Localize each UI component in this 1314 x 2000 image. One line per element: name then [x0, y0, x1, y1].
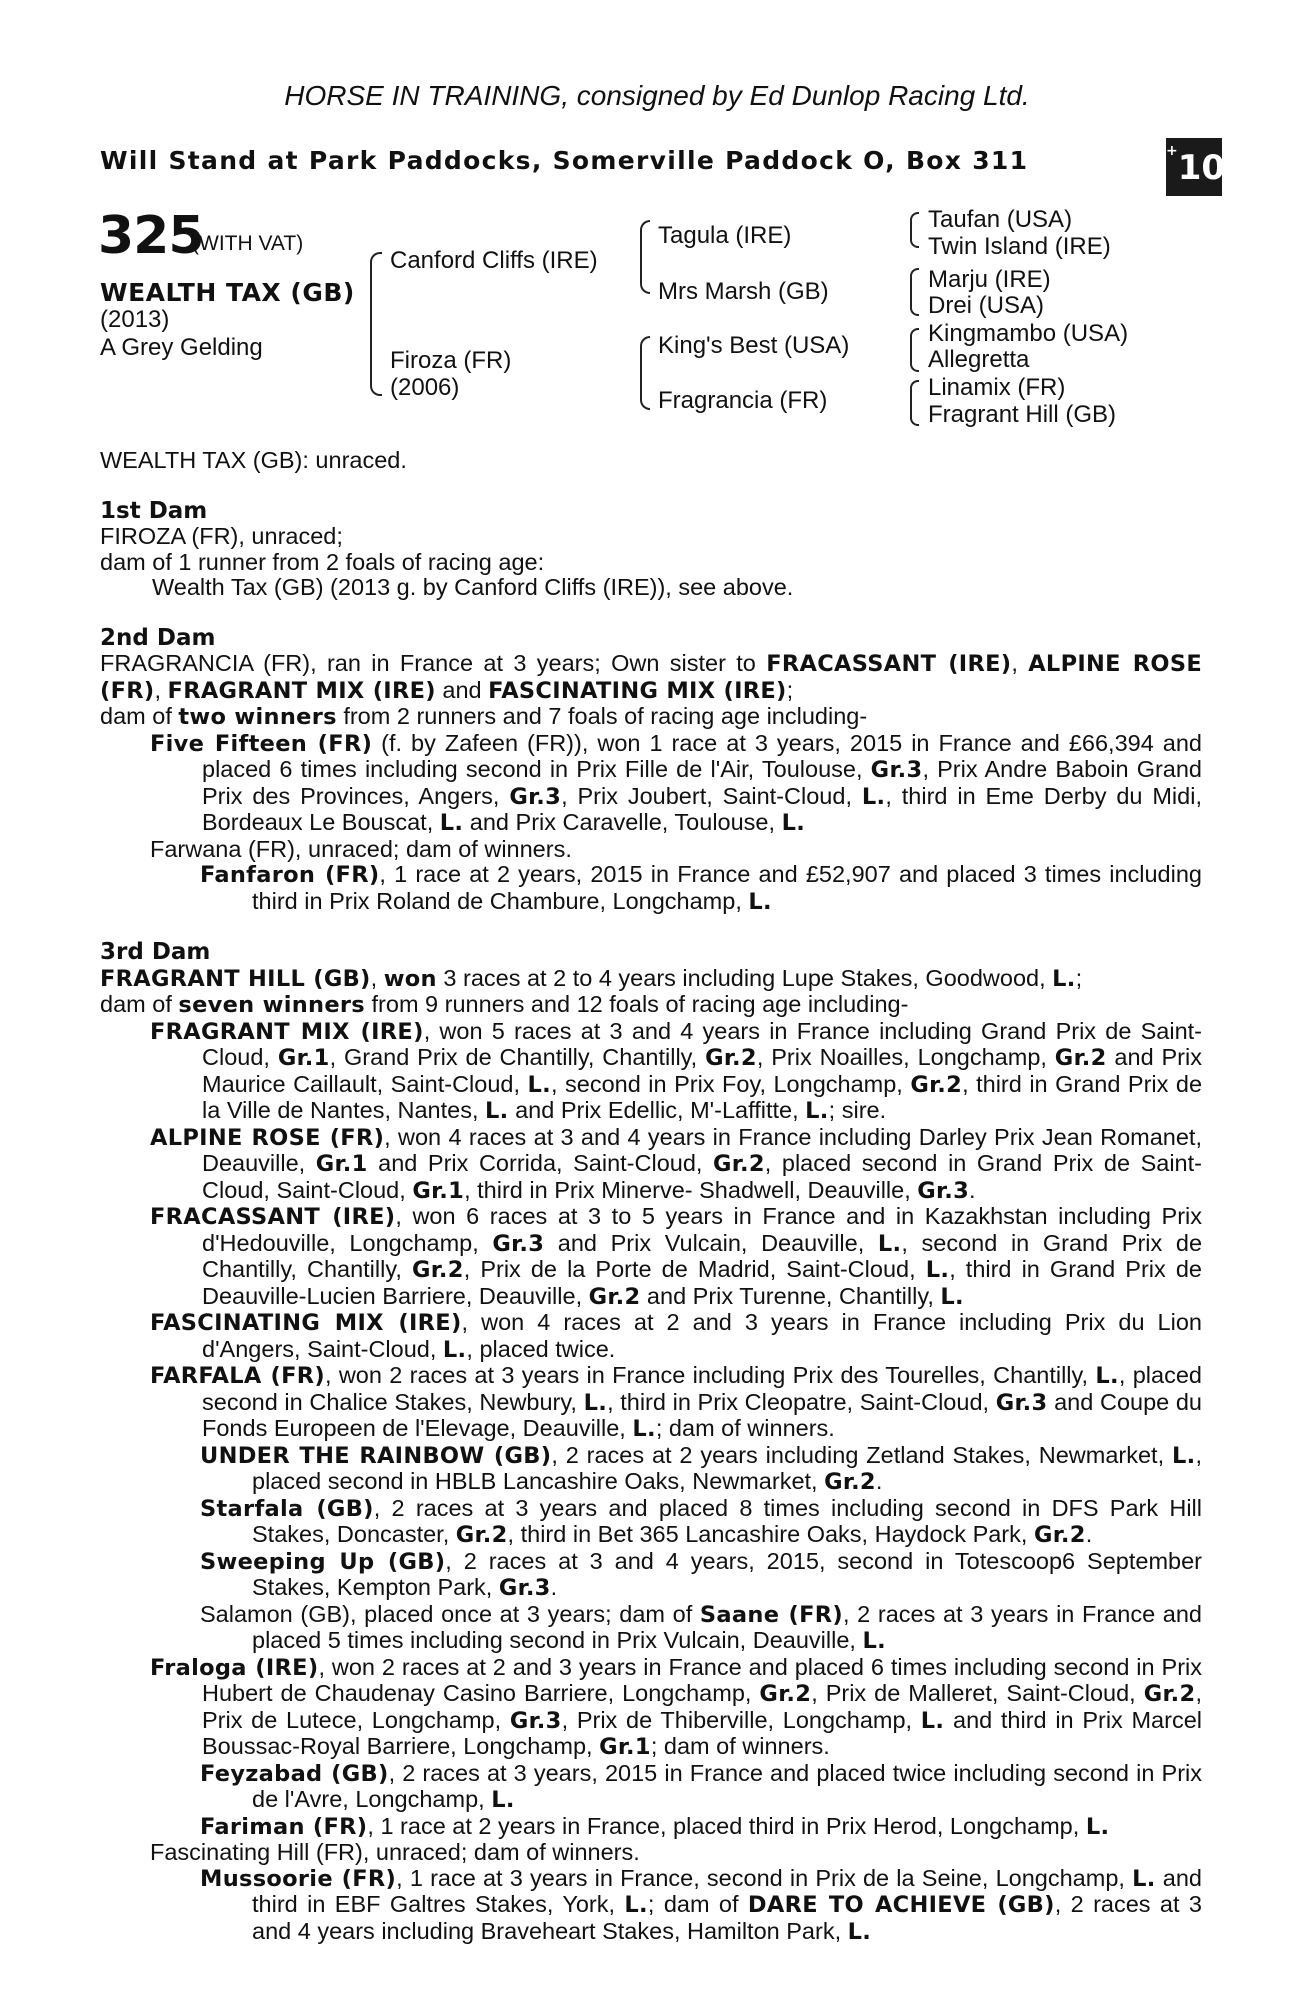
third-dam-produce: dam of seven winners from 9 runners and 12 foals of racing age including-: [100, 991, 909, 1018]
third-dam-grandprogeny: Starfala (GB), 2 races at 3 years and placed 8 times including second in DFS Park Hill Stakes, Doncaster, Gr.2, third in Bet 365 Lancashire Oaks, Haydock Park, Gr.2.: [200, 1494, 1203, 1548]
pedigree-dam: Firoza (FR): [390, 347, 512, 374]
third-dam-progeny: FRACASSANT (IRE), won 6 races at 3 to 5 years in France and in Kazakhstan including Prix d'Hedouville, Longchamp, Gr.3 and Prix Vulcain, Deauville, L., second in Grand Prix de Chantilly, Chantilly, Gr.2, Prix de la Porte de Madrid, Saint-Cloud, L., third in Grand Prix de Deauville-Lucien Barriere, Deauville, Gr.2 and Prix Turenne, Chantilly, L.: [150, 1203, 1203, 1310]
bracket-g3: [910, 328, 919, 372]
location-line: Will Stand at Park Paddocks, Somerville Paddock O, Box 311: [100, 146, 1029, 175]
pedigree-g6: Allegretta: [928, 346, 1030, 373]
first-dam-line3: Wealth Tax (GB) (2013 g. by Canford Cliffs (IRE)), see above.: [152, 574, 794, 600]
bracket-main: [370, 252, 382, 396]
pedigree-dam-sire: King's Best (USA): [658, 332, 850, 359]
first-dam-line2: dam of 1 runner from 2 foals of racing age:: [100, 548, 545, 575]
badge-number: 10: [1177, 148, 1226, 188]
horse-description: A Grey Gelding: [100, 334, 263, 361]
pedigree-g1: Taufan (USA): [928, 206, 1073, 233]
third-dam-grandprogeny: Sweeping Up (GB), 2 races at 3 and 4 years, 2015, second in Totescoop6 September Stakes, Kempton Park, Gr.3.: [200, 1547, 1202, 1601]
catalogue-body: [100, 448, 1202, 1945]
horse-name: WEALTH TAX (GB): [100, 278, 355, 307]
second-dam-produce: dam of two winners from 2 runners and 7 foals of racing age including-: [100, 703, 868, 730]
horse-year: (2013): [100, 306, 170, 333]
third-dam-grandprogeny: Mussoorie (FR), 1 race at 3 years in France, second in Prix de la Seine, Longchamp, L. and third in EBF Galtres Stakes, York, L.; dam of DARE TO ACHIEVE (GB), 2 races at 3 and 4 years including Braveheart Stakes, Hamilton Park, L.: [200, 1864, 1202, 1945]
bracket-g2: [910, 268, 919, 316]
first-dam-heading: 1st Dam: [100, 497, 208, 524]
third-dam-grandprogeny: UNDER THE RAINBOW (GB), 2 races at 2 years including Zetland Stakes, Newmarket, L., placed second in HBLB Lancashire Oaks, Newmarket, Gr.2.: [200, 1441, 1202, 1495]
pedigree-g3: Marju (IRE): [928, 266, 1051, 293]
race-summary: WEALTH TAX (GB): unraced.: [100, 447, 407, 473]
pedigree-dam-year: (2006): [390, 374, 460, 401]
pedigree-g4: Drei (USA): [928, 292, 1045, 319]
second-dam-grandprogeny: Fanfaron (FR), 1 race at 2 years, 2015 in France and £52,907 and placed 3 times including third in Prix Roland de Chambure, Longchamp, L.: [200, 861, 1202, 915]
second-dam-progeny: Farwana (FR), unraced; dam of winners.: [150, 835, 572, 862]
pedigree-g2: Twin Island (IRE): [928, 233, 1111, 260]
third-dam-progeny: Fascinating Hill (FR), unraced; dam of winners.: [150, 1839, 640, 1865]
third-dam-progeny: FASCINATING MIX (IRE), won 4 races at 2 and 3 years in France including Prix du Lion d'Angers, Saint-Cloud, L., placed twice.: [150, 1309, 1202, 1363]
third-dam-grandprogeny: Salamon (GB), placed once at 3 years; dam of Saane (FR), 2 races at 3 years in France and placed 5 times including second in Prix Vulcain, Deauville, L.: [200, 1600, 1203, 1654]
pedigree-sire: Canford Cliffs (IRE): [390, 247, 598, 274]
third-dam-progeny: Fraloga (IRE), won 2 races at 2 and 3 years in France and placed 6 times including second in Prix Hubert de Chaudenay Casino Barriere, Longchamp, Gr.2, Prix de Malleret, Saint-Cloud, Gr.2, Prix de Lutece, Longchamp, Gr.3, Prix de Thiberville, Longchamp, L. and third in Prix Marcel Boussac-Royal Barriere, Longchamp, Gr.1; dam of winners.: [150, 1653, 1202, 1760]
bracket-sire: [640, 220, 650, 294]
bracket-dam: [640, 336, 650, 410]
pedigree-g8: Fragrant Hill (GB): [928, 401, 1117, 428]
bracket-g1: [910, 212, 919, 248]
pedigree-g7: Linamix (FR): [928, 374, 1066, 401]
third-dam-grandprogeny: Feyzabad (GB), 2 races at 3 years, 2015 in France and placed twice including second in Prix de l'Avre, Longchamp, L.: [200, 1759, 1202, 1813]
third-dam-grandprogeny: Fariman (FR), 1 race at 2 years in France, placed third in Prix Herod, Longchamp, L.: [200, 1812, 1110, 1840]
first-dam-line1: FIROZA (FR), unraced;: [100, 523, 343, 549]
bracket-g4: [910, 380, 919, 426]
second-dam-progeny: Five Fifteen (FR) (f. by Zafeen (FR)), won 1 race at 3 years, 2015 in France and £66,394 and placed 6 times including second in Prix Fille de l'Air, Toulouse, Gr.3, Prix Andre Baboin Grand Prix des Provinces, Angers, Gr.3, Prix Joubert, Saint-Cloud, L., third in Eme Derby du Midi, Bordeaux Le Bouscat, L. and Prix Caravelle, Toulouse, L.: [150, 729, 1203, 836]
consignor-line: HORSE IN TRAINING, consigned by Ed Dunlop Racing Ltd.: [284, 80, 1030, 111]
second-dam-heading: 2nd Dam: [100, 624, 216, 651]
page-badge: [1166, 138, 1226, 196]
third-dam-progeny: FARFALA (FR), won 2 races at 3 years in France including Prix des Tourelles, Chantilly, L., placed second in Chalice Stakes, Newbury, L., third in Prix Cleopatre, Saint-Cloud, Gr.3 and Coupe du Fonds Europeen de l'Elevage, Deauville, L.; dam of winners.: [150, 1362, 1203, 1442]
third-dam-intro: FRAGRANT HILL (GB), won 3 races at 2 to 4 years including Lupe Stakes, Goodwood, L.;: [100, 964, 1083, 992]
badge-plus: +: [1166, 143, 1178, 159]
vat-note: (WITH VAT): [192, 232, 304, 255]
second-dam-intro: FRAGRANCIA (FR), ran in France at 3 years; Own sister to FRACASSANT (IRE), ALPINE ROSE (FR), FRAGRANT MIX (IRE) and FASCINATING MIX (IRE);: [100, 650, 1203, 704]
third-dam-progeny: ALPINE ROSE (FR), won 4 races at 3 and 4 years in France including Darley Prix Jean Romanet, Deauville, Gr.1 and Prix Corrida, Saint-Cloud, Gr.2, placed second in Grand Prix de Saint-Cloud, Saint-Cloud, Gr.1, third in Prix Minerve- Shadwell, Deauville, Gr.3.: [150, 1123, 1202, 1204]
pedigree-sire-sire: Tagula (IRE): [658, 222, 792, 249]
pedigree-g5: Kingmambo (USA): [928, 320, 1129, 347]
third-dam-progeny: FRAGRANT MIX (IRE), won 5 races at 3 and 4 years in France including Grand Prix de Saint-Cloud, Gr.1, Grand Prix de Chantilly, Chantilly, Gr.2, Prix Noailles, Longchamp, Gr.2 and Prix Maurice Caillault, Saint-Cloud, L., second in Prix Foy, Longchamp, Gr.2, third in Grand Prix de la Ville de Nantes, Nantes, L. and Prix Edellic, M'-Laffitte, L.; sire.: [150, 1017, 1203, 1124]
pedigree-dam-dam: Fragrancia (FR): [658, 387, 828, 414]
lot-number: 325: [98, 206, 204, 266]
pedigree-sire-dam: Mrs Marsh (GB): [658, 278, 829, 305]
third-dam-heading: 3rd Dam: [100, 939, 211, 965]
